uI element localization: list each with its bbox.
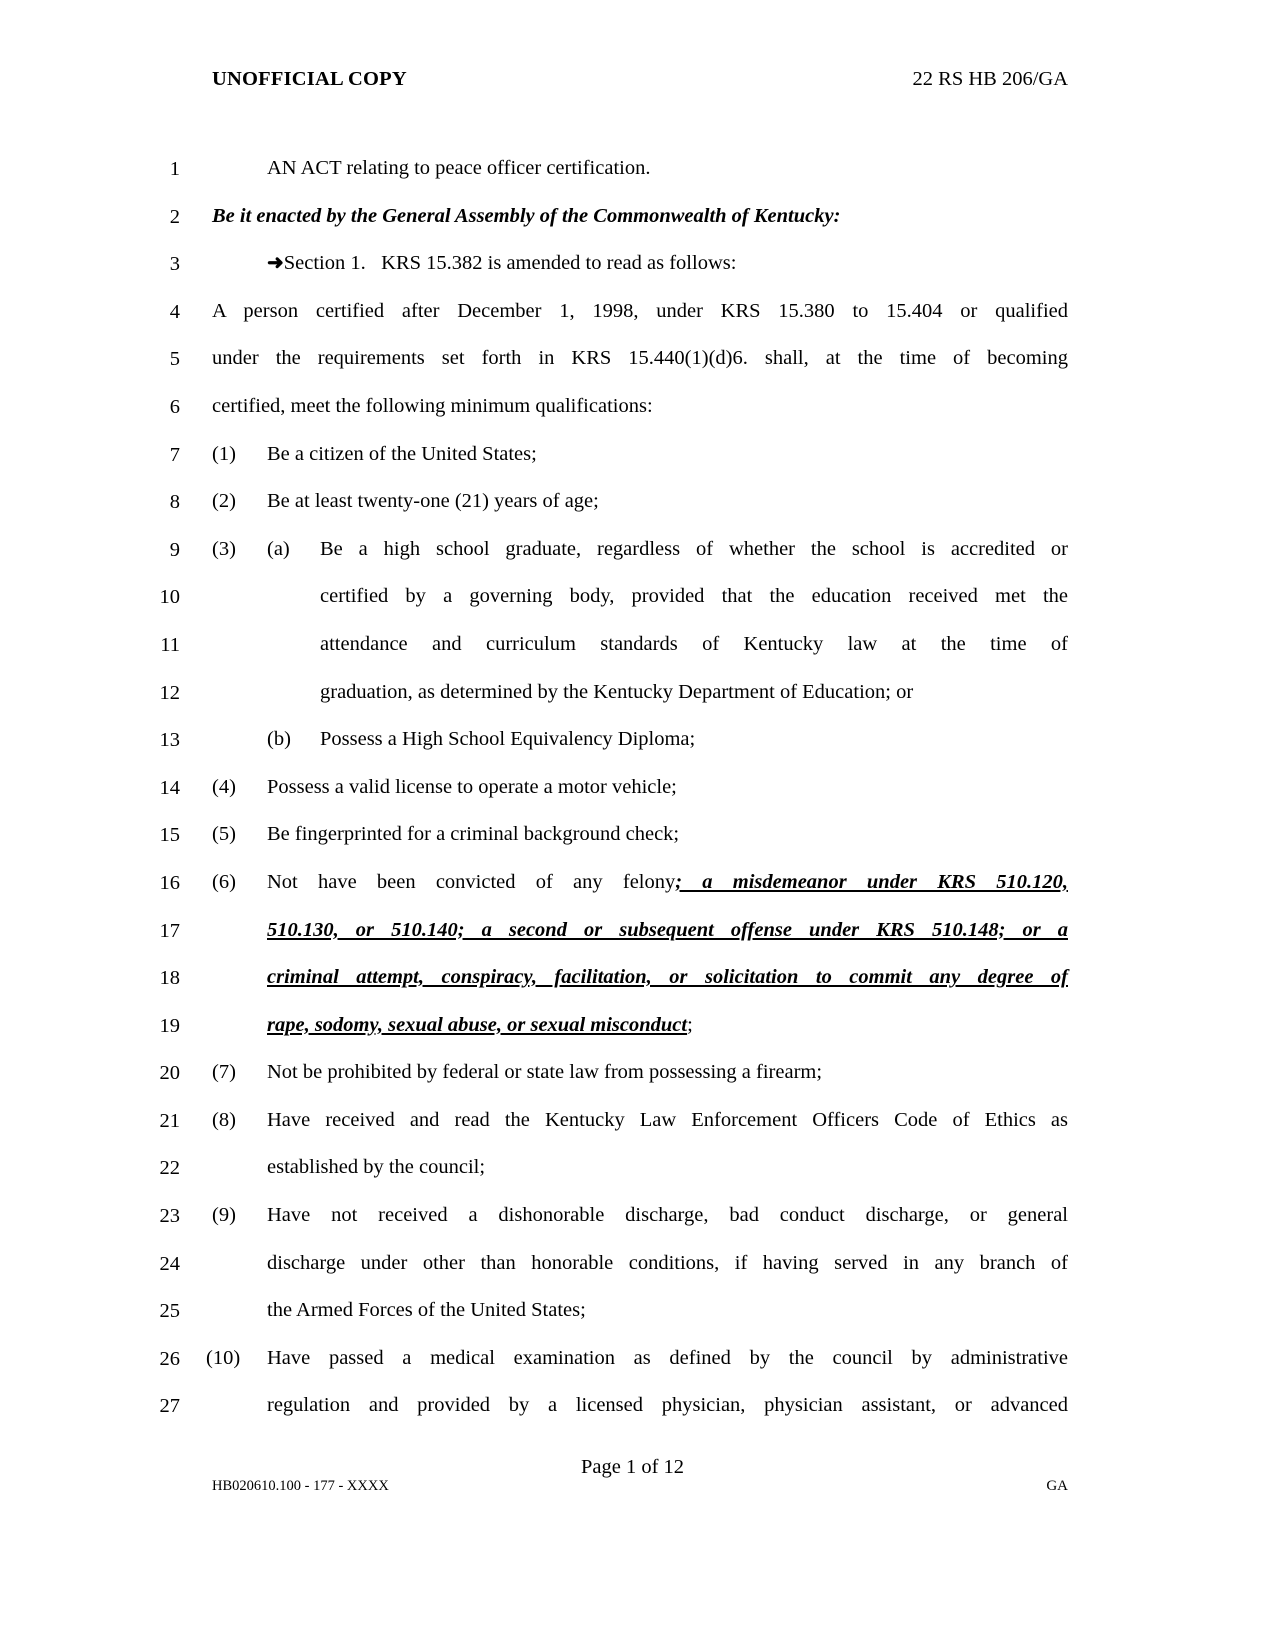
line-text: established by the council; (267, 1156, 486, 1179)
line-text: certified by a governing body, provided that the education received met the (320, 585, 1068, 608)
line-number: 19 (159, 1014, 180, 1037)
subsection-marker: (7) (212, 1061, 236, 1084)
subsection-marker: (6) (212, 870, 236, 893)
inserted-text: rape, sodomy, sexual abuse, or sexual misconduct (267, 1013, 688, 1036)
line-number: 11 (160, 633, 180, 656)
line-text: regulation and provided by a licensed physician, physician assistant, or advanced (267, 1394, 1068, 1417)
inserted-text: 510.130, or 510.140; a second or subsequent offense under KRS 510.148; or a (267, 918, 1068, 941)
line-text: AN ACT relating to peace officer certification. (267, 157, 651, 179)
bill-line (0, 914, 1265, 962)
bill-line (0, 1389, 1265, 1437)
section-heading (267, 253, 1068, 275)
bill-line (0, 676, 1265, 724)
bill-line (0, 390, 1265, 438)
bill-line (0, 1294, 1265, 1342)
bill-line (0, 485, 1265, 533)
line-text: A person certified after December 1, 1998, under KRS 15.380 to 15.404 or qualified (212, 299, 1068, 322)
line-number: 25 (159, 1300, 180, 1323)
paragraph-marker: (b) (267, 728, 291, 751)
line-number: 2 (169, 205, 180, 228)
bill-line (0, 866, 1265, 914)
line-number: 13 (159, 729, 180, 752)
line-number: 16 (159, 871, 180, 894)
bill-line (0, 438, 1265, 486)
line-text: the Armed Forces of the United States; (267, 1299, 586, 1322)
bill-line (0, 723, 1265, 771)
section-arrow-icon: ➜ (267, 252, 284, 275)
line-text: under the requirements set forth in KRS 15.440(1)(d)6. shall, at the time of becoming (212, 347, 1068, 370)
line-text: attendance and curriculum standards of Kentucky law at the time of (320, 632, 1068, 655)
bill-line (0, 1342, 1265, 1390)
bill-line (0, 628, 1265, 676)
bill-line (0, 295, 1265, 343)
bill-line (0, 1104, 1265, 1152)
line-text (267, 872, 1068, 894)
existing-text: Not have been convicted of any felony (267, 870, 676, 893)
footer-document-id: HB020610.100 - 177 - XXXX (212, 1478, 389, 1494)
inserted-text: ; a misdemeanor under KRS 510.120, (675, 870, 1068, 893)
bill-line (0, 1151, 1265, 1199)
existing-text: ; (687, 1013, 693, 1036)
footer-chamber: GA (1046, 1478, 1068, 1494)
subsection-marker: (9) (212, 1204, 236, 1227)
line-number: 3 (169, 253, 180, 276)
section-statute: KRS 15.382 is amended to read as follows: (381, 252, 737, 275)
line-text: Possess a High School Equivalency Diploma; (320, 728, 696, 751)
line-number: 23 (159, 1205, 180, 1228)
line-number: 26 (159, 1347, 180, 1370)
line-number: 21 (159, 1109, 180, 1132)
bill-line (0, 342, 1265, 390)
line-text: Possess a valid license to operate a motor vehicle; (267, 775, 677, 798)
line-number: 12 (159, 681, 180, 704)
line-text: Have passed a medical examination as defined by the council by administrative (267, 1346, 1068, 1369)
line-number: 1 (169, 158, 180, 180)
line-number: 6 (169, 395, 180, 418)
line-number: 24 (159, 1252, 180, 1275)
bill-line (0, 771, 1265, 819)
line-number: 8 (169, 491, 180, 514)
subsection-marker: (2) (212, 490, 236, 513)
header-unofficial-copy: UNOFFICIAL COPY (212, 68, 407, 90)
bill-line (0, 200, 1265, 248)
line-number: 10 (159, 586, 180, 609)
bill-line (0, 1247, 1265, 1295)
header-bill-id: 22 RS HB 206/GA (912, 68, 1068, 90)
line-number: 22 (159, 1157, 180, 1180)
bill-line (0, 1009, 1265, 1057)
bill-line (0, 1056, 1265, 1104)
subsection-marker: (5) (212, 823, 236, 846)
subsection-marker: (8) (212, 1108, 236, 1131)
section-label: Section 1. (283, 252, 366, 275)
bill-line (0, 580, 1265, 628)
subsection-marker: (4) (212, 775, 236, 798)
line-text (267, 1015, 1068, 1037)
line-text: Have not received a dishonorable discharge, bad conduct discharge, or general (267, 1204, 1068, 1227)
line-number: 14 (159, 776, 180, 799)
line-text: Have received and read the Kentucky Law Enforcement Officers Code of Ethics as (267, 1108, 1068, 1131)
line-number: 27 (159, 1395, 180, 1418)
line-text: certified, meet the following minimum qualifications: (212, 394, 653, 417)
bill-line (0, 533, 1265, 581)
line-number: 20 (159, 1062, 180, 1085)
inserted-text: criminal attempt, conspiracy, facilitation, or solicitation to commit any degree of (267, 966, 1068, 989)
enacting-clause: Be it enacted by the General Assembly of the Commonwealth of Kentucky: (212, 204, 841, 227)
line-text: Be fingerprinted for a criminal background check; (267, 823, 680, 846)
line-number: 18 (159, 967, 180, 990)
line-text: discharge under other than honorable conditions, if having served in any branch of (267, 1251, 1068, 1274)
bill-line (0, 818, 1265, 866)
running-header (212, 68, 1068, 91)
line-text: Not be prohibited by federal or state law from possessing a firearm; (267, 1061, 823, 1084)
paragraph-marker: (a) (267, 537, 290, 560)
bill-line (0, 152, 1265, 200)
line-number: 7 (169, 443, 180, 466)
line-number: 4 (169, 300, 180, 323)
line-number: 17 (159, 919, 180, 942)
subsection-marker: (10) (206, 1346, 241, 1369)
bill-line (0, 1199, 1265, 1247)
page-number-label: Page 1 of 12 (580, 1456, 685, 1478)
bill-line (0, 961, 1265, 1009)
line-number: 15 (159, 824, 180, 847)
bill-line (0, 247, 1265, 295)
line-text: Be a high school graduate, regardless of whether the school is accredited or (320, 537, 1068, 560)
line-number: 5 (169, 348, 180, 371)
line-text: graduation, as determined by the Kentucky Department of Education; or (320, 680, 914, 703)
bill-text-body (0, 152, 1265, 1437)
subsection-marker: (1) (212, 442, 236, 465)
document-footer (212, 1478, 1068, 1495)
line-text: Be at least twenty-one (21) years of age; (267, 490, 599, 513)
subsection-marker: (3) (212, 537, 236, 560)
line-number: 9 (169, 538, 180, 561)
line-text: Be a citizen of the United States; (267, 442, 537, 465)
